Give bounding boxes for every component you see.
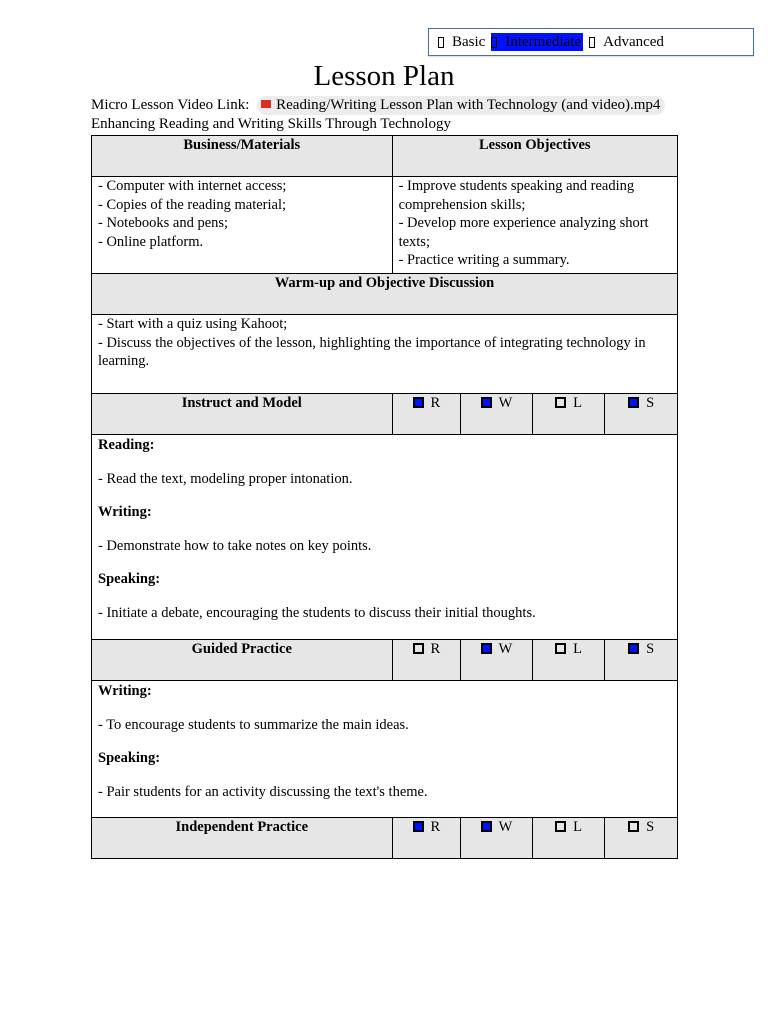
checkbox-icon (413, 397, 424, 408)
checkbox-icon (555, 643, 566, 654)
section-heading: Writing: (98, 683, 152, 699)
checkbox-icon (481, 821, 492, 832)
skill-label: R (430, 641, 441, 657)
section-text: - Read the text, modeling proper intonation. (98, 470, 353, 487)
checkbox-icon (555, 821, 566, 832)
lesson-subtitle: Enhancing Reading and Writing Skills Through Technology (91, 116, 451, 132)
materials-cell (92, 177, 393, 274)
checkbox-icon (413, 821, 424, 832)
instruct-skill-w[interactable] (461, 394, 533, 435)
material-item: - Online platform. (98, 233, 204, 250)
instruct-skill-l[interactable] (532, 394, 605, 435)
objective-item: - Improve students speaking and reading comprehension skills; (398, 178, 635, 213)
objective-item: - Develop more experience analyzing short texts; (398, 215, 649, 250)
checkbox-icon (438, 37, 444, 48)
warmup-item: - Discuss the objectives of the lesson, highlighting the importance of integrating technology in learning. (98, 334, 646, 369)
skill-label: S (646, 395, 655, 411)
independent-skill-r[interactable] (392, 818, 461, 859)
checkbox-icon (481, 643, 492, 654)
section-text: - Initiate a debate, encouraging the students to discuss their initial thoughts. (98, 604, 536, 621)
guided-skill-l[interactable] (532, 640, 605, 681)
level-advanced[interactable] (589, 33, 664, 51)
checkbox-icon (628, 643, 639, 654)
checkbox-icon (481, 397, 492, 408)
level-label: Basic (452, 33, 486, 50)
independent-skill-w[interactable] (461, 818, 533, 859)
video-icon (261, 100, 271, 108)
level-selector (428, 28, 754, 56)
material-item: - Notebooks and pens; (98, 215, 229, 231)
section-text: - Pair students for an activity discussing the text's theme. (98, 783, 428, 800)
warmup-header: Warm-up and Objective Discussion (92, 274, 678, 315)
level-label: Advanced (603, 33, 664, 50)
independent-skill-s[interactable] (605, 818, 678, 859)
video-file-chip[interactable] (257, 96, 665, 115)
skill-label: S (646, 641, 655, 657)
materials-header: Business/Materials (92, 136, 393, 177)
level-label: Intermediate (505, 33, 582, 50)
instruct-cell (92, 435, 678, 640)
video-file-name: Reading/Writing Lesson Plan with Technology (and video).mp4 (276, 97, 661, 113)
instruct-header: Instruct and Model (92, 394, 393, 435)
section-text: - Demonstrate how to take notes on key points. (98, 537, 372, 554)
warmup-item: - Start with a quiz using Kahoot; (98, 316, 288, 332)
guided-header: Guided Practice (92, 640, 393, 681)
checkbox-icon (589, 37, 595, 48)
independent-header: Independent Practice (92, 818, 393, 859)
checkbox-icon (413, 643, 424, 654)
objectives-header: Lesson Objectives (392, 136, 677, 177)
section-heading: Speaking: (98, 750, 161, 766)
guided-skill-r[interactable] (392, 640, 461, 681)
section-text: - To encourage students to summarize the main ideas. (98, 716, 409, 733)
checkbox-icon (491, 37, 497, 48)
skill-label: L (573, 819, 582, 835)
skill-label: R (430, 395, 441, 411)
material-item: - Computer with internet access; (98, 178, 287, 194)
page-title: Lesson Plan (313, 60, 455, 92)
independent-skill-l[interactable] (532, 818, 605, 859)
section-heading: Speaking: (98, 571, 161, 587)
skill-label: W (498, 395, 513, 411)
instruct-skill-s[interactable] (605, 394, 678, 435)
skill-label: W (498, 641, 513, 657)
skill-label: L (573, 395, 582, 411)
skill-label: S (646, 819, 655, 835)
warmup-cell (92, 315, 678, 394)
guided-skill-w[interactable] (461, 640, 533, 681)
checkbox-icon (628, 397, 639, 408)
material-item: - Copies of the reading material; (98, 196, 287, 213)
skill-label: L (573, 641, 582, 657)
level-basic[interactable] (438, 33, 485, 51)
skill-label: R (430, 819, 441, 835)
skill-label: W (498, 819, 513, 835)
objective-item: - Practice writing a summary. (398, 252, 570, 268)
section-heading: Reading: (98, 437, 155, 453)
level-intermediate[interactable] (491, 33, 583, 51)
lesson-meta (91, 96, 665, 134)
lesson-plan-table (91, 135, 678, 859)
guided-cell (92, 681, 678, 818)
video-link-row (91, 96, 665, 115)
checkbox-icon (628, 821, 639, 832)
checkbox-icon (555, 397, 566, 408)
section-heading: Writing: (98, 504, 152, 520)
instruct-skill-r[interactable] (392, 394, 461, 435)
video-link-label: Micro Lesson Video Link: (91, 97, 250, 113)
guided-skill-s[interactable] (605, 640, 678, 681)
objectives-cell (392, 177, 677, 274)
